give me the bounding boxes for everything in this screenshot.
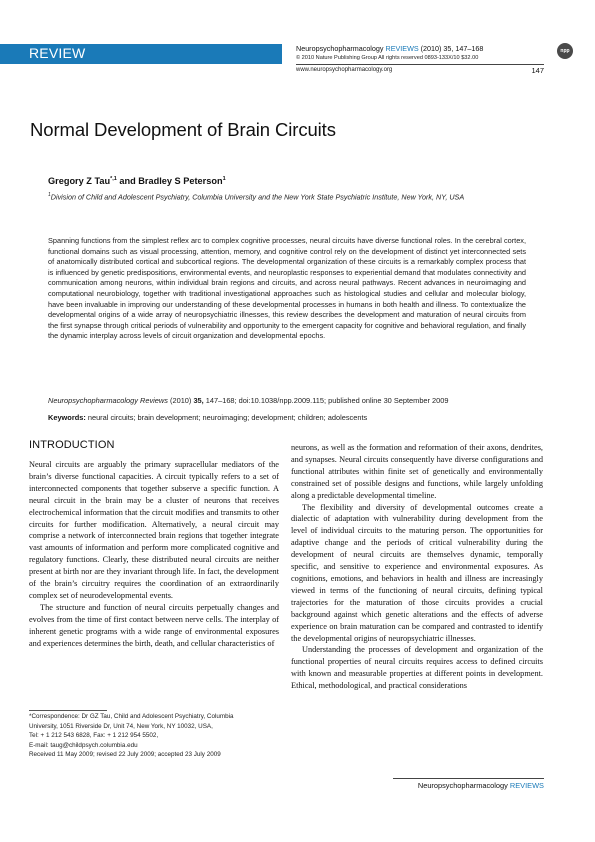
journal-name: Neuropsychopharmacology xyxy=(296,44,384,53)
header-rule xyxy=(296,64,544,65)
citation-line xyxy=(48,396,449,405)
body-paragraph: neurons, as well as the formation and reformation of their axons, dendrites, and synapses. Neural circuits consequently have diverse configurations and functional attributes within finite set of genetically and environmentally constrained set of possible designs and functions, while largely unfolding along a predictable developmental timeline. xyxy=(291,443,543,500)
affiliation xyxy=(48,190,553,202)
footnote-line: Tel: + 1 212 543 6828, Fax: + 1 212 954 5502, xyxy=(29,732,159,740)
footnote-email[interactable]: E-mail: taug@childpsych.columbia.edu xyxy=(29,741,138,749)
journal-citation: (2010) 35, 147–168 xyxy=(420,44,484,53)
body-paragraph: The flexibility and diversity of developmental outcomes create a dialectic of adaptation with vulnerability during development from the level of individual circuits to the maturing person. The opportunities for adaptive change and the periods of critical vulnerability during the development of neural circuits are themselves dynamic, temporally specific, and sensitive to experience and environmental exposures. As cognitions, emotions, and behaviors in health and illness are increasingly viewed in terms of the functioning of neural circuits, defining typical trajectories for the maturation of those circuits provides a crucial background against which genetic alterations and the effects of adverse experience on brain maturation can be compared and contrasted to identify the developmental origins of neuropsychiatric illnesses. xyxy=(291,502,543,643)
npp-logo: npp xyxy=(557,43,573,59)
author-conjunction: and xyxy=(116,176,139,187)
author-line xyxy=(48,176,226,186)
footnote-line: Received 11 May 2009; revised 22 July 2009; accepted 23 July 2009 xyxy=(29,751,221,759)
footnote-line: University, 1051 Riverside Dr, Unit 74, New York, NY 10032, USA, xyxy=(29,722,213,730)
correspondence-footnote xyxy=(29,712,289,760)
affiliation-superscript: 1 xyxy=(48,192,51,198)
abstract: Spanning functions from the simplest reflex arc to complex cognitive processes, neural circuits have diverse functional roles. In the cerebral cortex, functional domains such as visual processing, attention, memory, and cognitive control rely on the development of distinct yet interconnected sets of anatomically distributed cortical and subcortical regions. The developmental organization of these circuits is a remarkably complex process that is influenced by genetic predispositions, environmental events, and neuroplastic responses to experiential demand that modulates connectivity and communication among neurons, within individual brain regions and circuits, and across neural pathways. Recent advances in neuroimaging and computational neurobiology, together with traditional investigational approaches such as histological studies and cellular and molecular biology, have been invaluable in improving our understanding of these developmental processes in humans in both health and illness. To contextualize the developmental origins of a wide array of neuropsychiatric illnesses, this review describes the development and maturation of neural circuits from the first synapse through critical periods of vulnerability and opportunity to the emergent capacity for cognitive and behavioral regulation, and finally the dynamic interplay across levels of circuit organization and developmental epochs. xyxy=(48,236,526,341)
footer-journal xyxy=(418,781,544,790)
citation-details: 147–168; doi:10.1038/npp.2009.115; published online 30 September 2009 xyxy=(203,396,449,405)
footnote-rule xyxy=(29,710,107,711)
right-column xyxy=(291,442,543,692)
citation-volume: 35, xyxy=(193,396,204,405)
author-superscript: *,1 xyxy=(110,176,117,182)
journal-header xyxy=(296,44,483,53)
author-superscript: 1 xyxy=(222,176,226,182)
body-paragraph: Neural circuits are arguably the primary supracellular mediators of the brain’s diverse functional capacities. A circuit typically refers to a set of interconnected components that together subserve a specific function. A neural circuit in the brain may be a cluster of neurons that receives electrochemical information that the circuit modifies and transmits to other circuits for further modification. Alternatively, a neural circuit may comprise a network of interconnected brain regions that together integrate vast amounts of information and perform more complicated cognitive and regulatory functions. Clearly, these distributed neural circuits are neither present at birth nor are they invariant through life. In fact, the development of the brain’s circuitry requires the coordination of an extraordinarily complex set of neurodevelopmental events. xyxy=(29,460,279,600)
body-paragraph: Understanding the processes of development and organization of the functional properties of neural circuits requires access to defined circuits with known and measurable properties at different points in development. Ethical, methodological, and practical considerations xyxy=(291,645,543,691)
footnote-line: *Correspondence: Dr GZ Tau, Child and Adolescent Psychiatry, Columbia xyxy=(29,713,234,720)
keywords-line xyxy=(48,413,367,422)
author-name: Bradley S Peterson xyxy=(138,176,223,187)
author-name: Gregory Z Tau xyxy=(48,176,111,187)
journal-url[interactable]: www.neuropsychopharmacology.org xyxy=(296,67,393,73)
citation-year: (2010) xyxy=(167,396,194,405)
left-column xyxy=(29,459,279,650)
body-paragraph: The structure and function of neural circuits perpetually changes and evolves from the time of first contact between nerve cells. The interplay of inherent genetic programs with a wide range of environmental exposures and experiences determines the birth, death, and cellular characteristics of xyxy=(29,602,279,648)
footer-journal-name: Neuropsychopharmacology xyxy=(417,781,508,790)
keywords-list: neural circuits; brain development; neuroimaging; development; children; adolescents xyxy=(85,413,368,422)
page-number: 147 xyxy=(531,66,544,75)
copyright-line: © 2010 Nature Publishing Group All rights reserved 0893-133X/10 $32.00 xyxy=(296,55,479,61)
article-title: Normal Development of Brain Circuits xyxy=(30,119,336,140)
section-heading: INTRODUCTION xyxy=(29,439,115,451)
citation-journal: Neuropsychopharmacology Reviews xyxy=(48,396,168,405)
footer-journal-reviews: REVIEWS xyxy=(509,781,544,790)
affiliation-text: Division of Child and Adolescent Psychiatry, Columbia University and the New York State Psychiatric Institute, New York, NY, USA xyxy=(50,192,465,202)
footer-rule xyxy=(393,778,544,779)
keywords-label: Keywords: xyxy=(48,413,86,422)
section-label: REVIEW xyxy=(29,45,86,61)
journal-reviews: REVIEWS xyxy=(385,44,419,53)
